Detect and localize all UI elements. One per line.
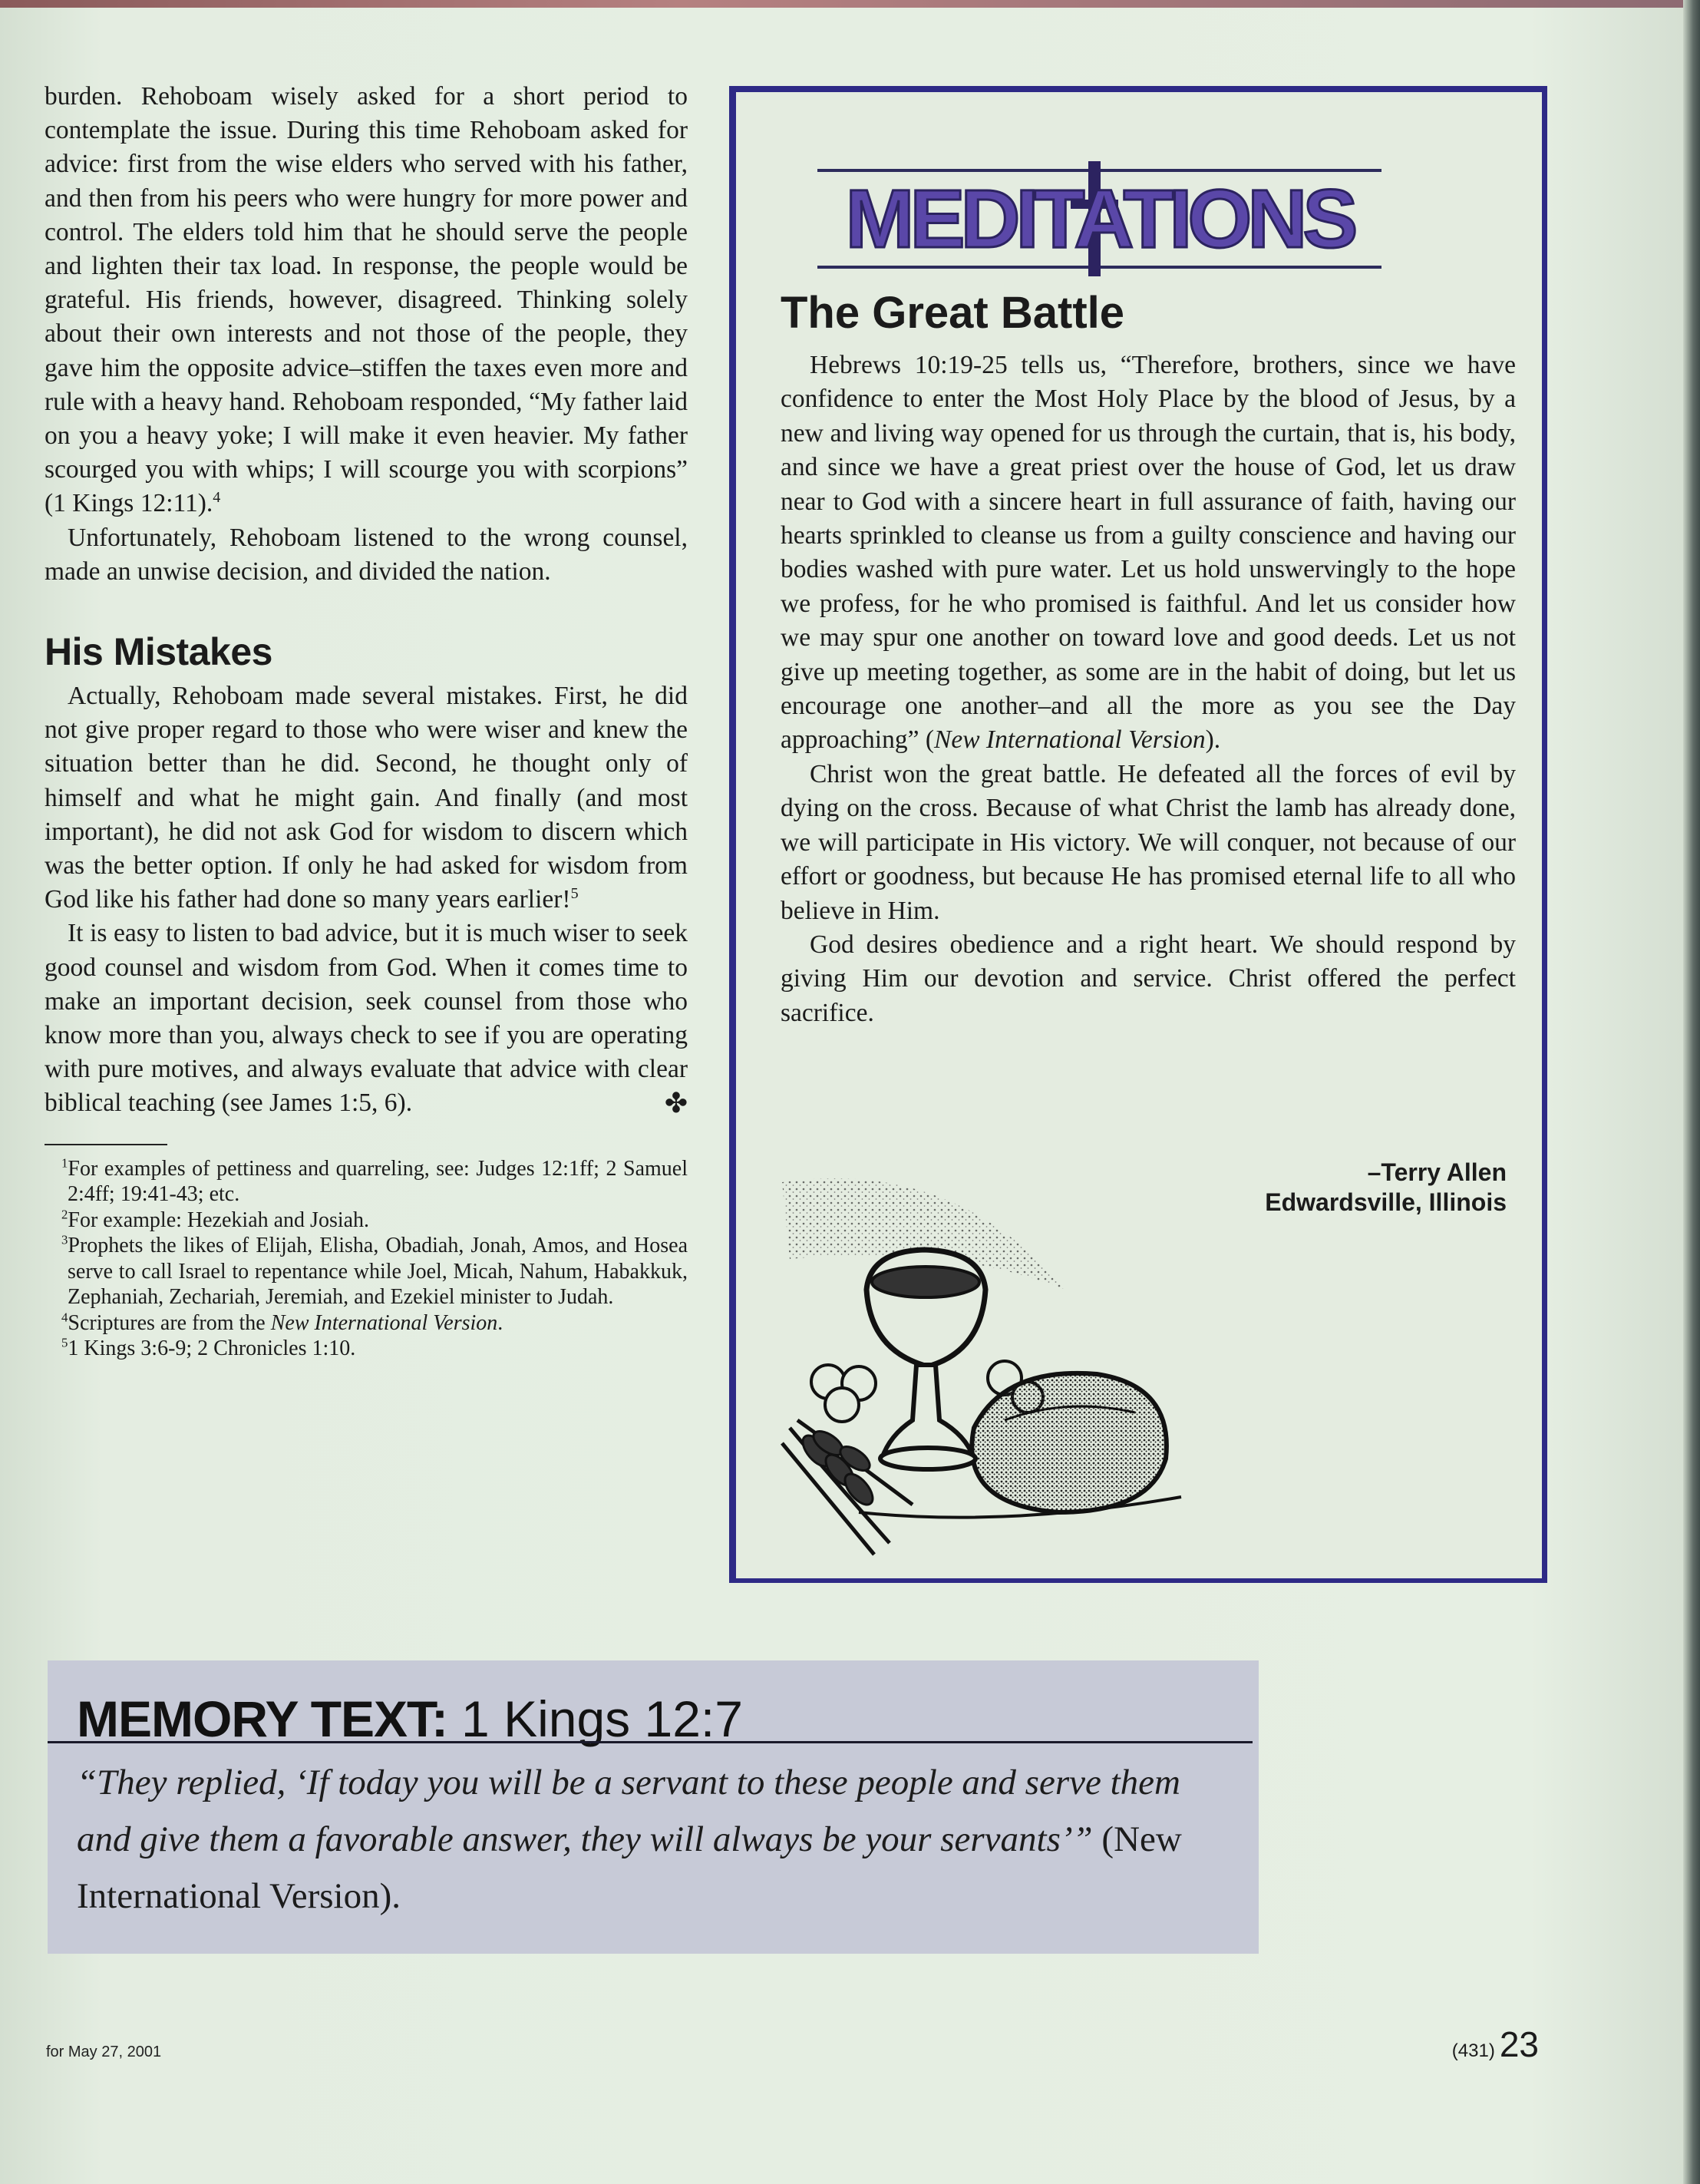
- bread-icon: [972, 1373, 1167, 1512]
- section-heading: His Mistakes: [45, 630, 272, 674]
- meditations-logo: [817, 161, 1381, 276]
- meditation-paragraph-2: Christ won the great battle. He defeated all the forces of evil by dying on the cross. Because of what Christ the lamb has already done, we will participate in His victory. We will conquer, not because of our effort or goodness, but because He has promised eternal life to all who believe in Him.: [781, 759, 1516, 925]
- footnote-5: $^5$1 Kings 3:6-9; 2 Chronicles 1:10.: [61, 1335, 356, 1361]
- memory-text-heading: [77, 1688, 743, 1750]
- article-paragraph-4: It is easy to listen to bad advice, but it is much wiser to seek good counsel and wisdom from God. When it comes time to make an important decision, seek counsel from those who know more than you, always check to see if you are operating with pure motives, and always evaluate that advice with clear biblical teaching (see James 1:5, 6). ✤: [45, 919, 688, 1119]
- memory-text-label: MEMORY TEXT:: [77, 1690, 448, 1747]
- article-paragraph-1: burden. Rehoboam wisely asked for a short period to contemplate the issue. During this time Rehoboam asked for advice: first from the wise elders who served with his father, and then from his peers who were hungry for more power and control. The elders told him that he should serve the people and lighten their tax load. In response, the people would be grateful. His friends, however, disagreed. Thinking solely about their own interests and not those of the people, they gave him the opposite advice–stiffen the taxes even more and rule with a heavy hand. Rehoboam responded, “My father laid on you a heavy yoke; I will make it even heavier. My father scourged you with whips; I will scourge you with scorpions” (1 Kings 12:11).$^4$: [45, 82, 688, 518]
- page-code: (431): [1451, 2040, 1495, 2061]
- article-paragraph-3: Actually, Rehoboam made several mistakes. First, he did not give proper regard to those who were wiser and knew the situation better than he did. Second, he thought only of himself and what he might gain. And finally (and most important), he did not ask God for wisdom to discern which was the better option. If only he had asked for wisdom from God like his father had done so many years earlier!$^5$: [45, 682, 688, 914]
- meditations-box: [729, 86, 1547, 1583]
- footnote-1: $^1$For examples of pettiness and quarreling, see: Judges 12:1ff; 2 Samuel 2:4ff; 19:41-43; etc.: [61, 1155, 688, 1207]
- page-number-block: [1452, 2024, 1539, 2065]
- meditation-paragraph-1: Hebrews 10:19-25 tells us, “Therefore, brothers, since we have confidence to enter the Most Holy Place by the blood of Jesus, by a new and living way opened for us through the curtain, that is, his body, and since we have a great priest over the house of God, let us draw near to God with a sincere heart in full assurance of faith, having our hearts sprinkled to cleanse us from a guilty conscience and having our bodies washed with pure water. Let us hold unswervingly to the hope we profess, for he who promised is faithful. And let us consider how we may spur one another on toward love and good deeds. Let us not give up meeting together, as some are in the habit of doing, but let us encourage one another–and all the more as you see the Day approaching” (New International Version).: [781, 351, 1516, 755]
- end-of-article-icon: ✤: [664, 1088, 688, 1119]
- footnote-divider: [45, 1144, 167, 1145]
- footnote-2: $^2$For example: Hezekiah and Josiah.: [61, 1207, 370, 1232]
- article-paragraph-2: Unfortunately, Rehoboam listened to the wrong counsel, made an unwise decision, and divided the nation.: [45, 523, 688, 586]
- left-article-column: [45, 80, 688, 1362]
- page-number: 23: [1499, 2024, 1539, 2064]
- author-location: Edwardsville, Illinois: [1265, 1188, 1507, 1216]
- issue-date: for May 27, 2001: [46, 2044, 162, 2060]
- meditation-title: The Great Battle: [781, 288, 1124, 338]
- chalice-icon: [867, 1250, 985, 1469]
- memory-text-rule: [48, 1741, 1253, 1743]
- meditation-body: [781, 349, 1516, 1030]
- author-name: –Terry Allen: [1367, 1158, 1507, 1186]
- communion-illustration: [774, 1167, 1204, 1566]
- logo-text: MEDITATIONS: [845, 172, 1354, 265]
- meditation-signature: [1265, 1158, 1507, 1218]
- page-right-edge: [1683, 0, 1700, 2184]
- page-top-edge: [0, 0, 1700, 8]
- memory-text-panel: [48, 1660, 1259, 1954]
- footnote-4: $^4$Scriptures are from the New International Version.: [61, 1310, 503, 1335]
- memory-text-reference: 1 Kings 12:7: [461, 1690, 743, 1747]
- memory-verse: “They replied, ‘If today you will be a servant to these people and serve them and give them a favorable answer, they will always be your servants’” (New International Version).: [77, 1763, 1182, 1916]
- footnote-3: $^3$Prophets the likes of Elijah, Elisha, Obadiah, Jonah, Amos, and Hosea serve to call Israel to repentance while Joel, Micah, Nahum, Habakkuk, Zephaniah, Zechariah, Jeremiah, and Ezekiel minister to Judah.: [61, 1232, 688, 1310]
- footnotes: [45, 1156, 688, 1362]
- meditation-paragraph-3: God desires obedience and a right heart. We should respond by giving Him our devotion and service. Christ offered the perfect sacrifice.: [781, 930, 1516, 1027]
